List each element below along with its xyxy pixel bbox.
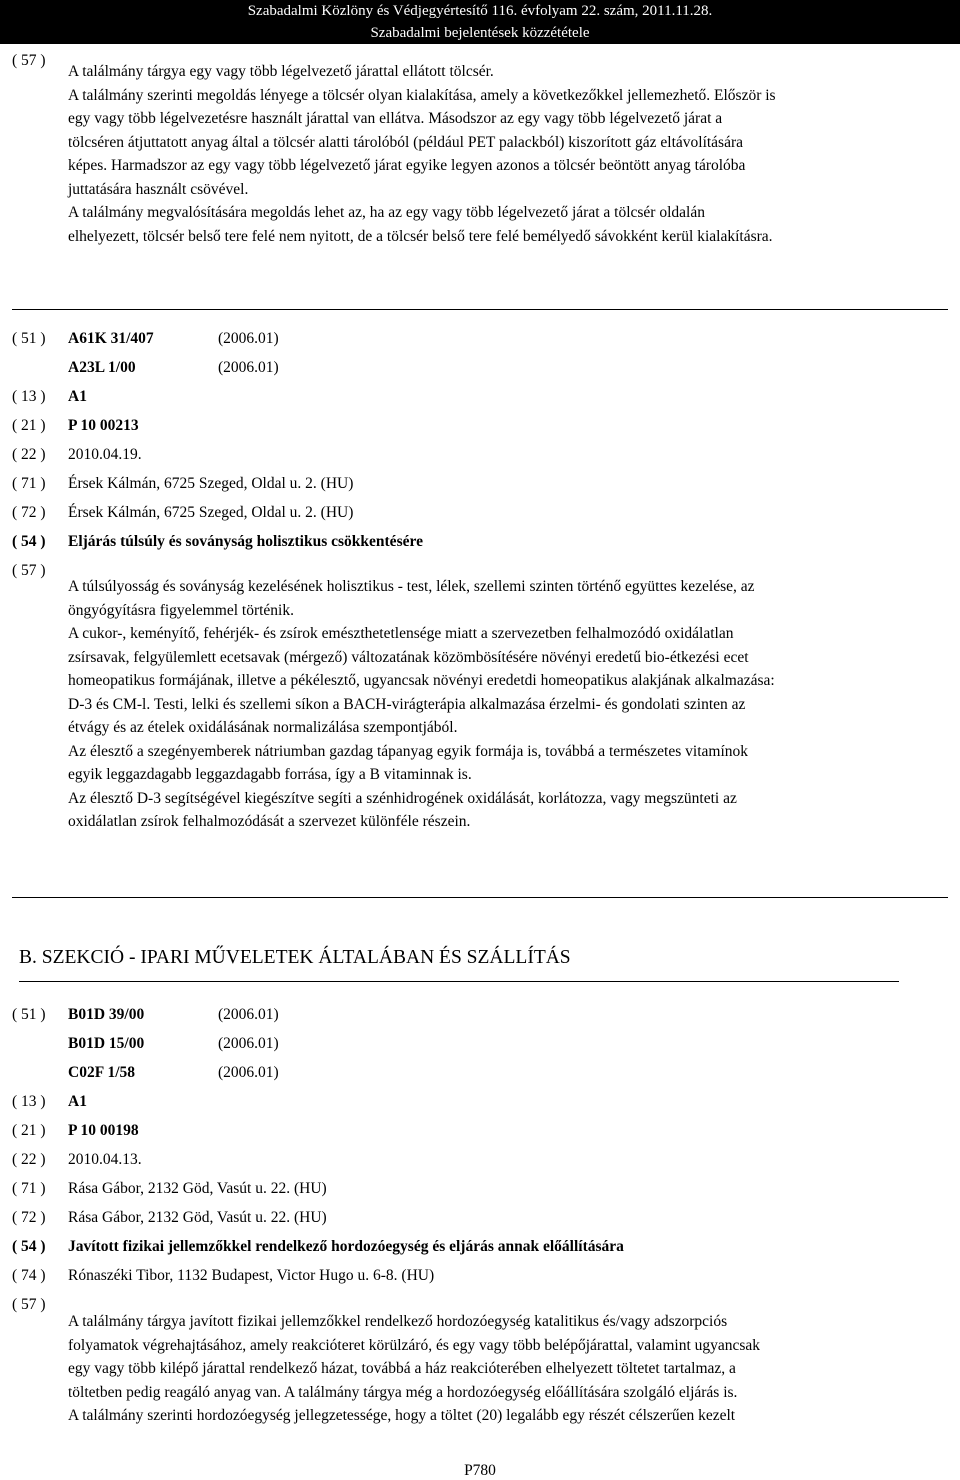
invention-title: Javított fizikai jellemzőkkel rendelkező hordozóegység és eljárás annak előállítására	[68, 1238, 624, 1255]
ipc-date: (2006.01)	[218, 330, 279, 347]
applicant: Rása Gábor, 2132 Göd, Vasút u. 22. (HU)	[68, 1180, 327, 1197]
field-code-54: ( 54 )	[12, 533, 46, 550]
abstract-line: töltetben pedig reagáló anyag van. A találmány tárgya még a hordozóegység előállítására szolgáló eljárás is.	[68, 1383, 738, 1401]
abstract-line: D-3 és CM-l. Testi, lelki és szellemi síkon a BACH-virágterápia alkalmazása érzelmi- és gondolati szinten az	[68, 695, 746, 713]
ipc-date: (2006.01)	[218, 1035, 279, 1052]
ipc-date: (2006.01)	[218, 1006, 279, 1023]
ipc-date: (2006.01)	[218, 1064, 279, 1081]
field-code-57: ( 57 )	[12, 562, 46, 579]
field-code-21: ( 21 )	[12, 417, 46, 434]
abstract-text	[68, 1310, 948, 1428]
abstract-text	[68, 60, 948, 248]
filing-date: 2010.04.13.	[68, 1151, 142, 1168]
field-code-13: ( 13 )	[12, 1093, 46, 1110]
entry-separator	[12, 897, 948, 898]
journal-title: Szabadalmi Közlöny és Védjegyértesítő 116. évfolyam 22. szám, 2011.11.28.	[247, 3, 713, 19]
ipc-class: A61K 31/407	[68, 330, 154, 347]
abstract-line: A találmány tárgya javított fizikai jellemzőkkel rendelkező hordozóegység katalitikus és/vagy adszorpciós	[68, 1313, 728, 1330]
field-code-21: ( 21 )	[12, 1122, 46, 1139]
field-code-51: ( 51 )	[12, 330, 46, 347]
section-heading-underline	[19, 981, 899, 982]
abstract-code: ( 57 )	[12, 52, 46, 69]
abstract-line: A túlsúlyosság és soványság kezelésének holisztikus - test, lélek, szellemi szinten történő együttes kezelése, az	[68, 578, 755, 595]
abstract-line: egy vagy több légelvezetésre használt járattal van ellátva. Másodszor az egy vagy több légelvezető járat a	[68, 110, 723, 127]
filing-date: 2010.04.19.	[68, 446, 142, 463]
field-code-51: ( 51 )	[12, 1006, 46, 1023]
document-kind: A1	[68, 388, 87, 405]
abstract-line: juttatására használt csövével.	[68, 180, 249, 198]
field-code-72: ( 72 )	[12, 504, 46, 521]
ipc-date: (2006.01)	[218, 359, 279, 376]
patent-agent: Rónaszéki Tibor, 1132 Budapest, Victor Hugo u. 6-8. (HU)	[68, 1267, 435, 1284]
ipc-class: B01D 39/00	[68, 1006, 145, 1023]
application-number: P 10 00198	[68, 1122, 139, 1139]
ipc-class: C02F 1/58	[68, 1064, 136, 1081]
abstract-line: öngyógyításra figyelemmel történik.	[68, 601, 294, 619]
entry-separator	[12, 309, 948, 310]
abstract-text	[68, 575, 948, 834]
field-code-74: ( 74 )	[12, 1267, 46, 1284]
field-code-57: ( 57 )	[12, 1296, 46, 1313]
abstract-line: elhelyezett, tölcsér belső tere felé nem nyitott, de a tölcsér belső tere felé bemélyedő sávokként kerül kialakításra.	[68, 227, 773, 245]
inventor: Érsek Kálmán, 6725 Szeged, Oldal u. 2. (HU)	[68, 504, 354, 521]
applicant: Érsek Kálmán, 6725 Szeged, Oldal u. 2. (HU)	[68, 475, 354, 492]
abstract-line: homeopatikus formájának, illetve a pékélesztő, ugyancsak növényi eredetdi homeopatikus alakjának alkalmazása:	[68, 672, 775, 689]
abstract-line: egyik leggazdagabb leggazdagabb forrása, így a B vitaminnak is.	[68, 766, 472, 783]
ipc-class: B01D 15/00	[68, 1035, 145, 1052]
field-code-71: ( 71 )	[12, 475, 46, 492]
abstract-line: zsírsavak, felgyülemlett ecetsavak (mérgező) változatának közömbösítésére növényi eredetű bio-étkezési ecet	[68, 648, 749, 666]
abstract-line: A találmány megvalósítására megoldás lehet az, ha az egy vagy több légelvezető járat a tölcsér oldalán	[68, 204, 705, 221]
abstract-line: A cukor-, keményítő, fehérjék- és zsírok emészthetetlensége miatt a szervezetben felhalmozódó oxidálatlan	[68, 625, 734, 642]
application-number: P 10 00213	[68, 417, 139, 434]
page-number: P780	[464, 1462, 496, 1479]
abstract-line: folyamatok végrehajtásához, amely reakcióteret körülzáró, és egy vagy több belépőjárattal, valamint ugyancsak	[68, 1336, 761, 1354]
field-code-22: ( 22 )	[12, 1151, 46, 1168]
document-kind: A1	[68, 1093, 87, 1110]
abstract-line: A találmány tárgya egy vagy több légelvezető járattal ellátott tölcsér.	[68, 63, 494, 80]
abstract-line: Az élesztő D-3 segítségével kiegészítve segíti a szénhidrogének oxidálását, korlátozza, vagy megszünteti az	[68, 789, 737, 807]
section-heading: B. SZEKCIÓ - IPARI MŰVELETEK ÁLTALÁBAN ÉS SZÁLLÍTÁS	[19, 947, 571, 968]
abstract-line: Az élesztő a szegényemberek nátriumban gazdag tápanyag egyik formája is, továbbá a természetes vitamínok	[68, 742, 749, 760]
field-code-22: ( 22 )	[12, 446, 46, 463]
invention-title: Eljárás túlsúly és soványság holisztikus csökkentésére	[68, 533, 423, 550]
field-code-54: ( 54 )	[12, 1238, 46, 1255]
field-code-72: ( 72 )	[12, 1209, 46, 1226]
abstract-line: étvágy és az ételek oxidálásának normalizálása szempontjából.	[68, 719, 458, 736]
abstract-line: egy vagy több kilépő járattal rendelkező házat, továbbá a ház reakcióterében elhelyezett töltetet tartalmaz, a	[68, 1360, 736, 1377]
field-code-71: ( 71 )	[12, 1180, 46, 1197]
abstract-line: oxidálatlan zsírok felhalmozódását a szervezet különféle részein.	[68, 813, 471, 830]
inventor: Rása Gábor, 2132 Göd, Vasút u. 22. (HU)	[68, 1209, 327, 1226]
section-subtitle: Szabadalmi bejelentések közzététele	[370, 25, 590, 41]
abstract-line: tölcséren átjuttatott anyag által a tölcsér alatti tárolóból (például PET palackból) kiszorított gáz eltávolítására	[68, 133, 744, 151]
abstract-line: A találmány szerinti hordozóegység jellegzetessége, hogy a töltet (20) legalább egy részét célszerűen kezelt	[68, 1407, 736, 1424]
field-code-13: ( 13 )	[12, 388, 46, 405]
abstract-line: képes. Harmadszor az egy vagy több légelvezető járat egyike legyen azonos a tölcsér beöntött anyag tárolóba	[68, 157, 746, 174]
ipc-class: A23L 1/00	[68, 359, 136, 376]
abstract-line: A találmány szerinti megoldás lényege a tölcsér olyan kialakítása, amely a következőkkel jellemezhető. Először is	[68, 86, 776, 104]
